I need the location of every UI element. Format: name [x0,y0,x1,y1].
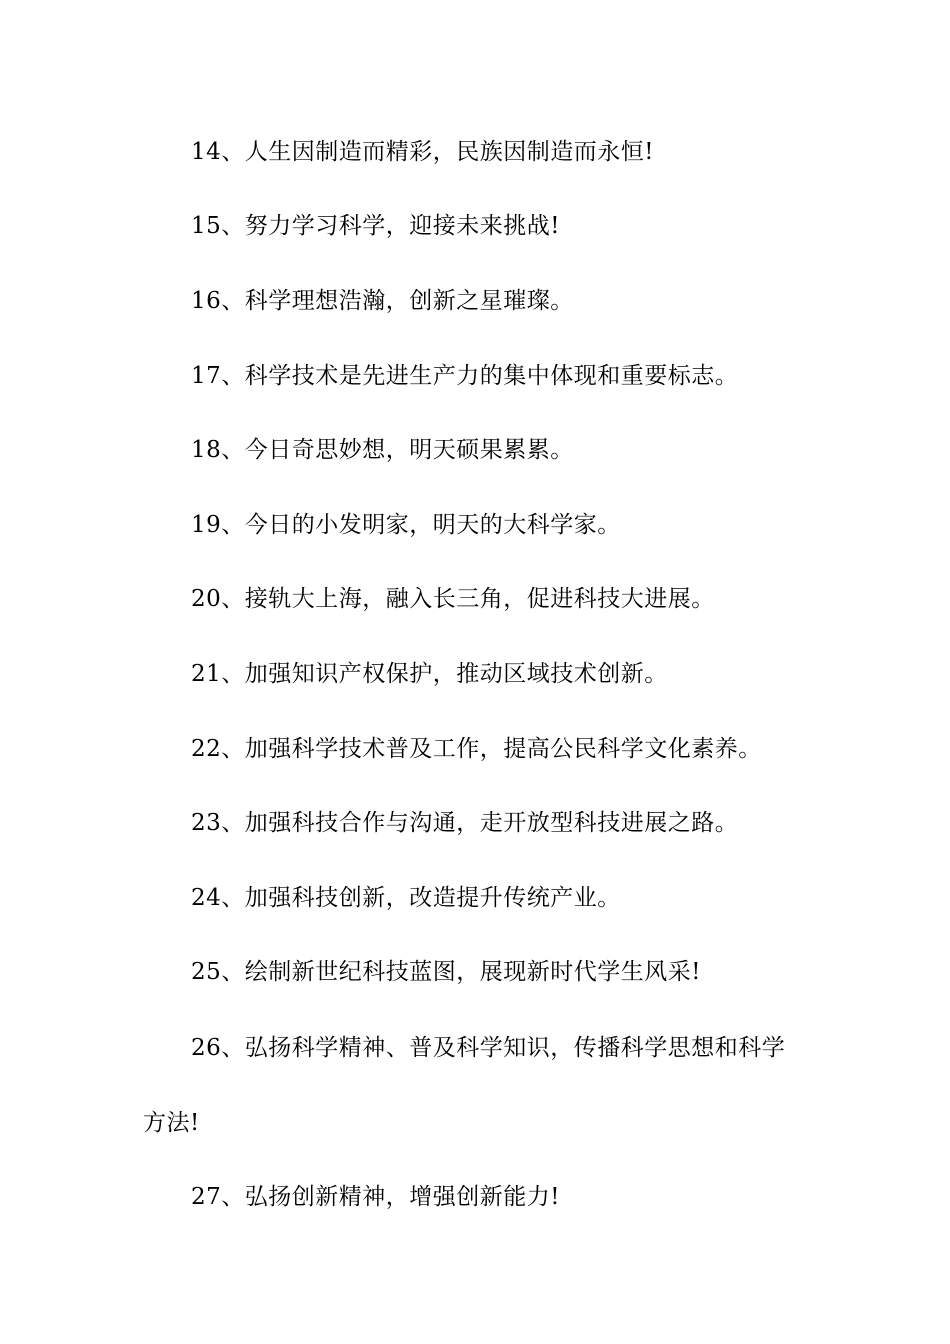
text-line-27: 27、弘扬创新精神，增强创新能力! [191,1184,561,1210]
text-line-23: 23、加强科技合作与沟通，走开放型科技进展之路。 [191,810,739,836]
text-line-22: 22、加强科学技术普及工作，提高公民科学文化素养。 [191,736,762,762]
text-line-25: 25、绘制新世纪科技蓝图，展现新时代学生风采! [191,959,702,985]
text-line-26: 26、弘扬科学精神、普及科学知识，传播科学思想和科学 [191,1035,786,1061]
text-line-24: 24、加强科技创新，改造提升传统产业。 [191,885,621,911]
text-line-15: 15、努力学习科学，迎接未来挑战! [191,213,561,239]
text-line-21: 21、加强知识产权保护，推动区域技术创新。 [191,661,668,687]
text-line-17: 17、科学技术是先进生产力的集中体现和重要标志。 [191,363,739,389]
text-line-14: 14、人生因制造而精彩，民族因制造而永恒! [191,139,655,165]
text-line-19: 19、今日的小发明家，明天的大科学家。 [191,512,621,538]
text-line-18: 18、今日奇思妙想，明天硕果累累。 [191,437,574,463]
text-line-20: 20、接轨大上海，融入长三角，促进科技大进展。 [191,586,715,612]
text-line-16: 16、科学理想浩瀚，创新之星璀璨。 [191,288,574,314]
text-line-26-continued: 方法! [143,1110,200,1136]
